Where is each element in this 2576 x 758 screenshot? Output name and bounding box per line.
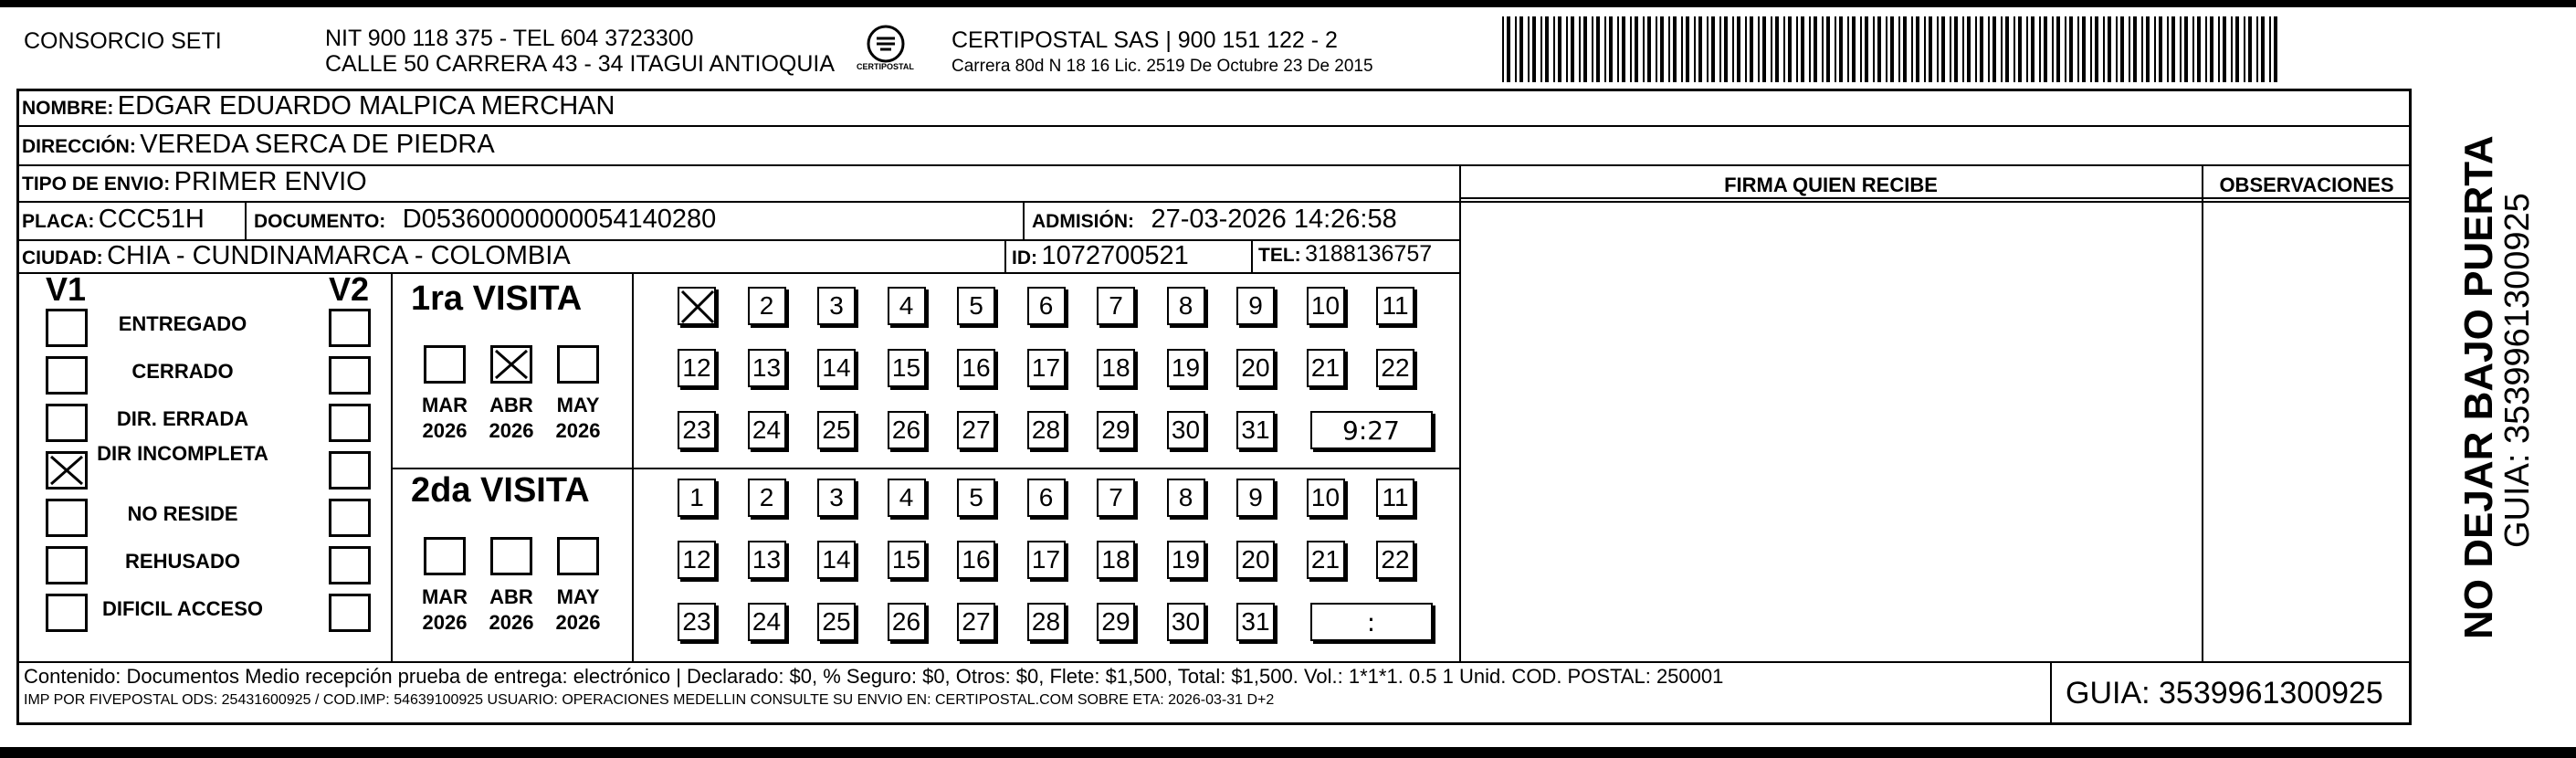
ciudad-cell <box>22 241 571 271</box>
month-year: 2026 <box>422 611 468 634</box>
month-checkbox[interactable] <box>424 345 466 384</box>
day-box[interactable] <box>1027 479 1066 517</box>
day-box[interactable] <box>1236 603 1275 641</box>
tel-value: 3188136757 <box>1305 241 1433 267</box>
day-number: 5 <box>969 483 983 511</box>
barcode <box>1502 16 2278 82</box>
day-number: 1 <box>689 483 704 511</box>
day-number: 27 <box>962 607 991 636</box>
row-rule <box>16 164 2412 166</box>
day-box[interactable] <box>678 349 716 387</box>
reason-label: ENTREGADO <box>118 312 247 335</box>
day-number: 18 <box>1101 545 1130 574</box>
cell-rule <box>245 201 247 239</box>
reason-label: NO RESIDE <box>127 502 238 525</box>
day-number: 17 <box>1031 545 1061 574</box>
day-number: 26 <box>891 416 921 444</box>
side-guia: GUIA: 3539961300925 <box>2498 193 2537 548</box>
day-box[interactable] <box>1097 479 1135 517</box>
day-box[interactable] <box>1097 603 1135 641</box>
day-number: 20 <box>1241 353 1270 382</box>
id-label: ID: <box>1012 247 1037 268</box>
month-label <box>546 393 610 444</box>
day-number: 22 <box>1381 545 1410 574</box>
day-number: 21 <box>1310 353 1341 382</box>
day-number: 23 <box>682 607 711 636</box>
day-box[interactable] <box>1376 541 1414 579</box>
month-checkbox[interactable] <box>490 345 532 384</box>
day-box[interactable] <box>1376 287 1414 325</box>
day-box[interactable] <box>1167 411 1205 449</box>
day-number: 15 <box>891 353 921 382</box>
time-value: 9:27 <box>1342 415 1400 446</box>
v2-checkbox[interactable] <box>329 309 371 347</box>
admision-cell <box>1032 205 1397 235</box>
footer-rule <box>2050 661 2052 725</box>
day-number: 30 <box>1171 416 1201 444</box>
observaciones-header: OBSERVACIONES <box>2219 174 2394 196</box>
day-box[interactable] <box>957 349 995 387</box>
reason-label: REHUSADO <box>125 550 240 573</box>
day-box[interactable] <box>1236 479 1275 517</box>
v2-checkbox[interactable] <box>329 451 371 490</box>
bottom-rule <box>0 747 2576 758</box>
day-box[interactable] <box>1097 349 1135 387</box>
time-value: : <box>1366 606 1376 637</box>
month-year: 2026 <box>489 419 534 442</box>
v2-checkbox[interactable] <box>329 594 371 632</box>
day-number: 6 <box>1038 291 1054 320</box>
day-number: 17 <box>1031 353 1061 382</box>
day-box[interactable] <box>817 411 856 449</box>
day-box[interactable] <box>1027 287 1066 325</box>
address-line: CALLE 50 CARRERA 43 - 34 ITAGUI ANTIOQUIA <box>325 51 836 77</box>
day-number: 8 <box>1178 483 1193 511</box>
documento-label: DOCUMENTO: <box>254 211 386 232</box>
day-box[interactable] <box>1027 541 1066 579</box>
day-number: 31 <box>1241 607 1270 636</box>
day-number: 30 <box>1171 607 1201 636</box>
day-box[interactable] <box>817 603 856 641</box>
day-number: 13 <box>752 545 782 574</box>
cell-rule <box>1004 241 1006 272</box>
day-number: 16 <box>962 353 991 382</box>
tipo-value: PRIMER ENVIO <box>173 167 367 196</box>
day-number: 25 <box>822 607 851 636</box>
day-number: 31 <box>1241 416 1270 444</box>
day-number: 19 <box>1171 353 1201 382</box>
day-number: 24 <box>752 607 782 636</box>
day-number: 19 <box>1171 545 1201 574</box>
day-box[interactable] <box>1097 541 1135 579</box>
row-rule <box>16 661 2412 663</box>
nombre-label: NOMBRE: <box>22 98 114 119</box>
month-label <box>546 584 610 636</box>
day-box[interactable] <box>888 349 926 387</box>
month-year: 2026 <box>489 611 534 634</box>
col-rule <box>2410 164 2412 663</box>
day-number: 6 <box>1038 483 1054 511</box>
day-number: 28 <box>1031 416 1061 444</box>
day-number: 2 <box>759 291 774 320</box>
day-number: 22 <box>1381 353 1410 382</box>
admision-value: 27-03-2026 14:26:58 <box>1151 205 1397 234</box>
day-number: 21 <box>1310 545 1341 574</box>
visit1-title: 1ra VISITA <box>411 279 583 318</box>
month-name: ABR <box>489 585 533 608</box>
day-box[interactable] <box>957 287 995 325</box>
day-box[interactable] <box>888 411 926 449</box>
tipo-label: TIPO DE ENVIO: <box>22 174 171 195</box>
month-name: MAR <box>421 585 468 608</box>
v2-checkbox[interactable] <box>329 356 371 395</box>
day-box[interactable] <box>1167 603 1205 641</box>
v2-checkbox[interactable] <box>329 404 371 442</box>
ciudad-value: CHIA - CUNDINAMARCA - COLOMBIA <box>107 241 571 270</box>
direccion-value: VEREDA SERCA DE PIEDRA <box>140 130 495 159</box>
nombre-value: EDGAR EDUARDO MALPICA MERCHAN <box>117 91 615 121</box>
month-year: 2026 <box>422 419 468 442</box>
day-box[interactable] <box>1236 411 1275 449</box>
day-number: 23 <box>682 416 711 444</box>
day-number: 13 <box>752 353 782 382</box>
month-name: MAR <box>421 394 468 416</box>
top-rule <box>0 0 2576 7</box>
documento-value: D05360000000054140280 <box>402 205 717 234</box>
nombre-row <box>22 91 615 121</box>
month-label <box>413 584 477 636</box>
row-rule <box>16 201 2412 203</box>
day-box[interactable] <box>1027 411 1066 449</box>
day-number: 10 <box>1310 483 1341 511</box>
day-box[interactable] <box>748 603 786 641</box>
reason-label: DIR INCOMPLETA <box>97 442 268 465</box>
day-box[interactable] <box>1167 479 1205 517</box>
day-box[interactable] <box>1027 603 1066 641</box>
day-number: 4 <box>899 483 914 511</box>
day-box[interactable] <box>817 287 856 325</box>
day-box[interactable] <box>817 349 856 387</box>
tipo-row <box>22 167 367 197</box>
day-box[interactable] <box>678 287 716 325</box>
month-label <box>479 393 543 444</box>
footer-line1: Contenido: Documentos Medio recepción prueba de entrega: electrónico | Declarado: $0, % Seguro: $0, Otros: $0, Flete: $1,500, Total: $1,500. Vol.: 1*1*1. 0.5 1 Unid. COD. POSTAL: 250001 <box>24 665 1724 688</box>
month-year: 2026 <box>555 419 601 442</box>
ciudad-label: CIUDAD: <box>22 247 103 268</box>
day-box[interactable] <box>748 287 786 325</box>
row-rule <box>16 125 2412 127</box>
month-name: MAY <box>556 394 600 416</box>
day-number: 26 <box>891 607 921 636</box>
day-box[interactable] <box>888 287 926 325</box>
day-number: 29 <box>1101 607 1130 636</box>
day-box[interactable] <box>1027 349 1066 387</box>
certipostal-logo <box>857 24 914 77</box>
month-name: ABR <box>489 394 533 416</box>
month-name: MAY <box>556 585 600 608</box>
v2-checkbox[interactable] <box>329 499 371 537</box>
day-number: 4 <box>899 291 914 320</box>
reason-label: DIR. ERRADA <box>116 407 249 430</box>
month-checkbox[interactable] <box>424 537 466 575</box>
day-box[interactable] <box>1167 349 1205 387</box>
section-rule <box>393 468 1461 469</box>
day-box[interactable] <box>1097 411 1135 449</box>
month-year: 2026 <box>555 611 601 634</box>
tel-label: TEL: <box>1258 245 1301 266</box>
day-number: 18 <box>1101 353 1130 382</box>
day-number: 12 <box>682 353 711 382</box>
col-rule <box>1459 164 1461 663</box>
day-number: 10 <box>1310 291 1341 320</box>
day-box[interactable] <box>678 603 716 641</box>
nit-line: NIT 900 118 375 - TEL 604 3723300 <box>325 26 694 51</box>
day-box[interactable] <box>888 603 926 641</box>
placa-label: PLACA: <box>22 211 95 232</box>
day-box[interactable] <box>957 603 995 641</box>
v2-checkbox[interactable] <box>329 546 371 584</box>
day-number: 9 <box>1248 483 1263 511</box>
day-number: 14 <box>822 353 851 382</box>
day-box[interactable] <box>1236 287 1275 325</box>
tel-cell <box>1258 241 1432 268</box>
day-number: 7 <box>1109 483 1123 511</box>
day-number: 3 <box>829 291 844 320</box>
time-box[interactable] <box>1310 603 1433 641</box>
day-box[interactable] <box>1167 541 1205 579</box>
day-box[interactable] <box>748 411 786 449</box>
day-box[interactable] <box>957 479 995 517</box>
day-number: 25 <box>822 416 851 444</box>
reason-label: CERRADO <box>131 360 234 383</box>
visit2-title: 2da VISITA <box>411 471 590 510</box>
day-box[interactable] <box>678 411 716 449</box>
certipostal-line1: CERTIPOSTAL SAS | 900 151 122 - 2 <box>952 27 1338 53</box>
day-box[interactable] <box>1236 541 1275 579</box>
day-box[interactable] <box>678 479 716 517</box>
day-box[interactable] <box>1307 541 1345 579</box>
day-number: 14 <box>822 545 851 574</box>
day-number: 11 <box>1382 483 1409 511</box>
col-rule <box>2202 164 2203 663</box>
month-label <box>479 584 543 636</box>
day-number: 7 <box>1109 291 1123 320</box>
side-warning: NO DEJAR BAJO PUERTA <box>2456 135 2501 639</box>
row-rule <box>16 272 1459 274</box>
firma-header: FIRMA QUIEN RECIBE <box>1724 174 1938 196</box>
day-number: 29 <box>1101 416 1130 444</box>
day-box[interactable] <box>957 541 995 579</box>
company-name: CONSORCIO SETI <box>24 28 222 54</box>
day-number: 15 <box>891 545 921 574</box>
logo-text: CERTIPOSTAL <box>857 62 914 71</box>
certipostal-line2: Carrera 80d N 18 16 Lic. 2519 De Octubre 23 De 2015 <box>952 57 1373 76</box>
day-number: 3 <box>829 483 844 511</box>
day-box[interactable] <box>1097 287 1135 325</box>
day-box[interactable] <box>888 479 926 517</box>
id-cell <box>1012 241 1189 271</box>
day-box[interactable] <box>748 541 786 579</box>
documento-cell <box>254 205 716 235</box>
month-label <box>413 393 477 444</box>
day-number: 8 <box>1178 291 1193 320</box>
day-box[interactable] <box>1376 349 1414 387</box>
reason-label: DIFICIL ACCESO <box>101 597 263 620</box>
admision-label: ADMISIÓN: <box>1032 211 1134 232</box>
day-box[interactable] <box>888 541 926 579</box>
day-box[interactable] <box>957 411 995 449</box>
v2-label: V2 <box>329 270 370 308</box>
day-number: 28 <box>1031 607 1061 636</box>
id-value: 1072700521 <box>1041 241 1189 270</box>
footer-guia: GUIA: 3539961300925 <box>2066 676 2383 711</box>
cell-rule <box>1023 203 1025 239</box>
day-box[interactable] <box>1376 479 1414 517</box>
direccion-label: DIRECCIÓN: <box>22 136 136 157</box>
day-number: 9 <box>1248 291 1263 320</box>
month-checkbox[interactable] <box>490 537 532 575</box>
day-number: 2 <box>759 483 774 511</box>
footer-line2: IMP POR FIVEPOSTAL ODS: 25431600925 / COD.IMP: 54639100925 USUARIO: OPERACIONES MEDELLIN CONSULTE SU ENVIO EN: CERTIPOSTAL.COM SOBRE ETA: 2026-03-31 D+2 <box>24 692 1275 708</box>
day-box[interactable] <box>678 541 716 579</box>
placa-value: CCC51H <box>98 205 205 234</box>
day-number: 16 <box>962 545 991 574</box>
day-box[interactable] <box>748 349 786 387</box>
day-box[interactable] <box>1307 479 1345 517</box>
day-number: 20 <box>1241 545 1270 574</box>
col-rule <box>1459 197 2412 199</box>
day-box[interactable] <box>817 479 856 517</box>
day-number: 5 <box>969 291 983 320</box>
day-number: 12 <box>682 545 711 574</box>
day-number: 24 <box>752 416 782 444</box>
month-checkbox[interactable] <box>557 345 599 384</box>
time-box[interactable] <box>1310 411 1433 449</box>
day-box[interactable] <box>817 541 856 579</box>
day-number: 11 <box>1382 291 1409 320</box>
direccion-row <box>22 130 495 160</box>
placa-cell <box>22 205 205 235</box>
month-checkbox[interactable] <box>557 537 599 575</box>
day-box[interactable] <box>748 479 786 517</box>
v1-label: V1 <box>46 270 87 308</box>
day-box[interactable] <box>1167 287 1205 325</box>
day-box[interactable] <box>1307 287 1345 325</box>
day-box[interactable] <box>1236 349 1275 387</box>
cell-rule <box>1251 241 1253 272</box>
day-number: 27 <box>962 416 991 444</box>
day-box[interactable] <box>1307 349 1345 387</box>
